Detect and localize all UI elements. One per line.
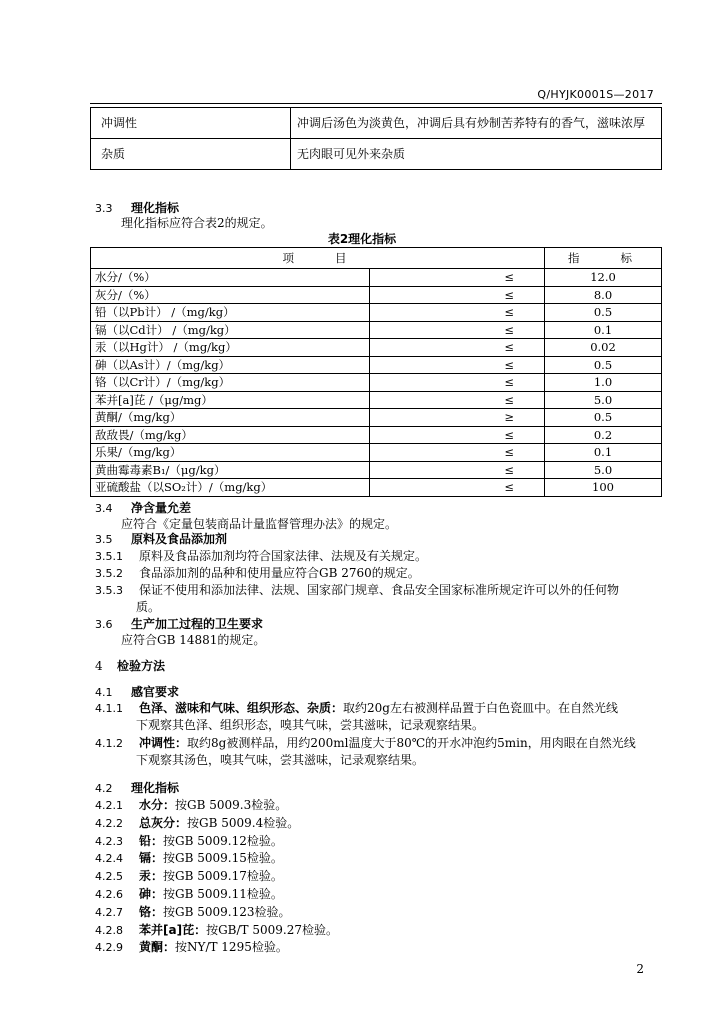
list-item [95,886,283,903]
table-2-caption: 表2理化指标 [327,232,397,246]
physchem-item: 灰分/（%） [91,286,370,304]
physchem-operator: ≤ [370,444,545,462]
section-number: 4 [95,659,103,673]
section-number: 4.2 [95,782,113,795]
section-4-1-1 [95,700,618,717]
section-number: 4.2.8 [95,923,123,937]
section-title: 净含量允差 [131,501,192,515]
physchem-item: 镉（以Cd计） /（mg/kg） [91,321,370,339]
section-text: 按NY/T 1295检验。 [175,940,288,955]
physchem-value: 12.0 [545,269,662,287]
list-item [95,797,287,814]
header-value: 指 标 [545,248,662,269]
section-number: 3.5.2 [95,567,123,580]
physchem-item: 苯并[a]芘 /（μg/mg） [91,391,370,409]
section-number: 4.1.2 [95,737,123,750]
section-3-5-3-cont: 质。 [136,600,161,614]
section-number: 3.5.1 [95,550,123,563]
physchem-operator: ≤ [370,391,545,409]
physchem-item: 黄曲霉毒素B₁/（μg/kg） [91,461,370,479]
section-3-3-text: 理化指标应符合表2的规定。 [121,216,273,230]
physchem-value: 5.0 [545,391,662,409]
section-number: 4.2.2 [95,816,123,830]
table-row [91,304,662,322]
section-4-1-heading [95,684,179,701]
physchem-operator: ≥ [370,409,545,427]
section-3-5-2 [95,565,420,582]
section-3-5-1 [95,548,427,565]
section-4-1-1-cont: 下观察其色泽、组织形态，嗅其气味，尝其滋味，记录观察结果。 [136,718,485,732]
section-title: 检验方法 [117,659,166,673]
section-lead: 苯并[a]芘： [139,922,207,937]
header-item: 项 目 [91,248,545,269]
list-item [95,904,291,921]
table-row [91,269,662,287]
section-lead: 色泽、滋味和气味、组织形态、杂质： [139,701,344,715]
section-lead: 铅： [139,833,164,848]
physchem-operator: ≤ [370,356,545,374]
table-row [91,444,662,462]
section-text: 取约8g被测样品，用约200ml温度大于80℃的开水冲泡约5min，用肉眼在自然光线 [187,736,636,750]
sensory-item-name: 冲调性 [91,108,291,139]
section-lead: 铬： [139,904,164,919]
section-3-6-text: 应符合GB 14881的规定。 [121,633,266,647]
list-item [95,868,283,885]
table-row [91,139,662,170]
section-number: 3.6 [95,618,113,631]
physchem-value: 0.1 [545,444,662,462]
standard-code: Q/HYJK0001S—2017 [537,88,654,101]
section-number: 3.4 [95,502,113,515]
physchem-table [90,247,662,497]
physchem-item: 汞（以Hg计） /（mg/kg） [91,339,370,357]
section-number: 4.2.1 [95,799,123,812]
section-3-4-text: 应符合《定量包装商品计量监督管理办法》的规定。 [121,517,398,531]
physchem-item: 亚硫酸盐（以SO₂计）/（mg/kg） [91,479,370,497]
section-number: 4.2.9 [95,941,123,955]
table-row [91,409,662,427]
page-number: 2 [636,962,644,976]
table-row [91,391,662,409]
table-row [91,356,662,374]
table-header-row [91,248,662,269]
section-text: 取约20g左右被测样品置于白色瓷皿中。在自然光线 [343,701,618,715]
header-rule [90,103,662,104]
section-title: 理化指标 [131,201,180,215]
physchem-item: 铅（以Pb计） /（mg/kg） [91,304,370,322]
section-4-1-2-cont: 下观察其汤色，嗅其气味，尝其滋味，记录观察结果。 [136,753,425,767]
physchem-item: 铬（以Cr计）/（mg/kg） [91,374,370,392]
physchem-operator: ≤ [370,479,545,497]
physchem-operator: ≤ [370,321,545,339]
section-title: 原料及食品添加剂 [131,532,228,546]
physchem-value: 1.0 [545,374,662,392]
physchem-value: 8.0 [545,286,662,304]
list-item [95,815,299,832]
section-text: 按GB 5009.3检验。 [175,798,288,812]
physchem-value: 5.0 [545,461,662,479]
list-item [95,939,288,956]
section-3-4-heading [95,500,191,517]
physchem-item: 黄酮/（mg/kg） [91,409,370,427]
section-lead: 黄酮： [139,940,176,955]
section-title: 生产加工过程的卫生要求 [131,617,264,631]
physchem-value: 0.5 [545,409,662,427]
physchem-value: 0.5 [545,304,662,322]
physchem-value: 100 [545,479,662,497]
list-item [95,833,283,850]
section-lead: 镉： [139,851,164,866]
section-3-5-heading [95,531,227,548]
section-text: 按GB 5009.12检验。 [163,833,283,848]
physchem-operator: ≤ [370,426,545,444]
section-title: 感官要求 [131,685,180,699]
physchem-item: 敌敌畏/（mg/kg） [91,426,370,444]
physchem-item: 砷（以As计）/（mg/kg） [91,356,370,374]
section-text: 原料及食品添加剂均符合国家法律、法规及有关规定。 [139,549,428,563]
sensory-item-desc: 无肉眼可见外来杂质 [291,139,662,170]
section-text: 保证不使用和添加法律、法规、国家部门规章、食品安全国家标准所规定许可以外的任何物 [139,583,620,597]
section-text: 按GB 5009.11检验。 [163,887,283,901]
physchem-value: 0.02 [545,339,662,357]
section-number: 3.3 [95,202,113,215]
table-row [91,321,662,339]
physchem-operator: ≤ [370,269,545,287]
physchem-value: 0.5 [545,356,662,374]
section-text: 按GB/T 5009.27检验。 [206,922,338,937]
section-text: 按GB 5009.15检验。 [163,851,283,866]
table-row [91,339,662,357]
list-item [95,850,283,867]
physchem-operator: ≤ [370,339,545,357]
table-row [91,479,662,497]
physchem-operator: ≤ [370,374,545,392]
section-number: 3.5 [95,533,113,546]
section-number: 4.2.3 [95,834,123,848]
section-3-6-heading [95,616,263,633]
section-text: 按GB 5009.123检验。 [163,904,291,919]
physchem-value: 0.1 [545,321,662,339]
physchem-item: 乐果/（mg/kg） [91,444,370,462]
sensory-item-name: 杂质 [91,139,291,170]
section-number: 4.2.6 [95,888,123,901]
section-text: 按GB 5009.17检验。 [163,869,283,884]
section-number: 4.1.1 [95,702,123,715]
table-row [91,461,662,479]
section-lead: 水分： [139,798,176,812]
list-item [95,922,338,939]
physchem-operator: ≤ [370,304,545,322]
physchem-operator: ≤ [370,286,545,304]
physchem-operator: ≤ [370,461,545,479]
section-title: 理化指标 [131,781,180,795]
section-lead: 砷： [139,887,164,901]
table-row [91,426,662,444]
section-text: 食品添加剂的品种和使用量应符合GB 2760的规定。 [139,566,420,580]
section-lead: 冲调性： [139,736,188,750]
section-number: 4.2.5 [95,870,123,884]
sensory-table-continued [90,107,662,170]
section-number: 4.2.7 [95,905,123,919]
table-row [91,108,662,139]
section-4-heading [95,658,165,675]
section-4-2-heading [95,780,179,797]
table-row [91,374,662,392]
physchem-value: 0.2 [545,426,662,444]
table-row [91,286,662,304]
section-lead: 汞： [139,869,164,884]
section-text: 按GB 5009.4检验。 [187,815,300,830]
section-3-5-3 [95,582,619,599]
section-lead: 总灰分： [139,815,188,830]
physchem-table-body [91,269,662,497]
section-4-1-2 [95,735,636,752]
physchem-item: 水分/（%） [91,269,370,287]
section-number: 3.5.3 [95,584,123,597]
sensory-item-desc: 冲调后汤色为淡黄色，冲调后具有炒制苦荞特有的香气，滋味浓厚 [291,108,662,139]
section-number: 4.1 [95,686,113,699]
section-number: 4.2.4 [95,852,123,866]
